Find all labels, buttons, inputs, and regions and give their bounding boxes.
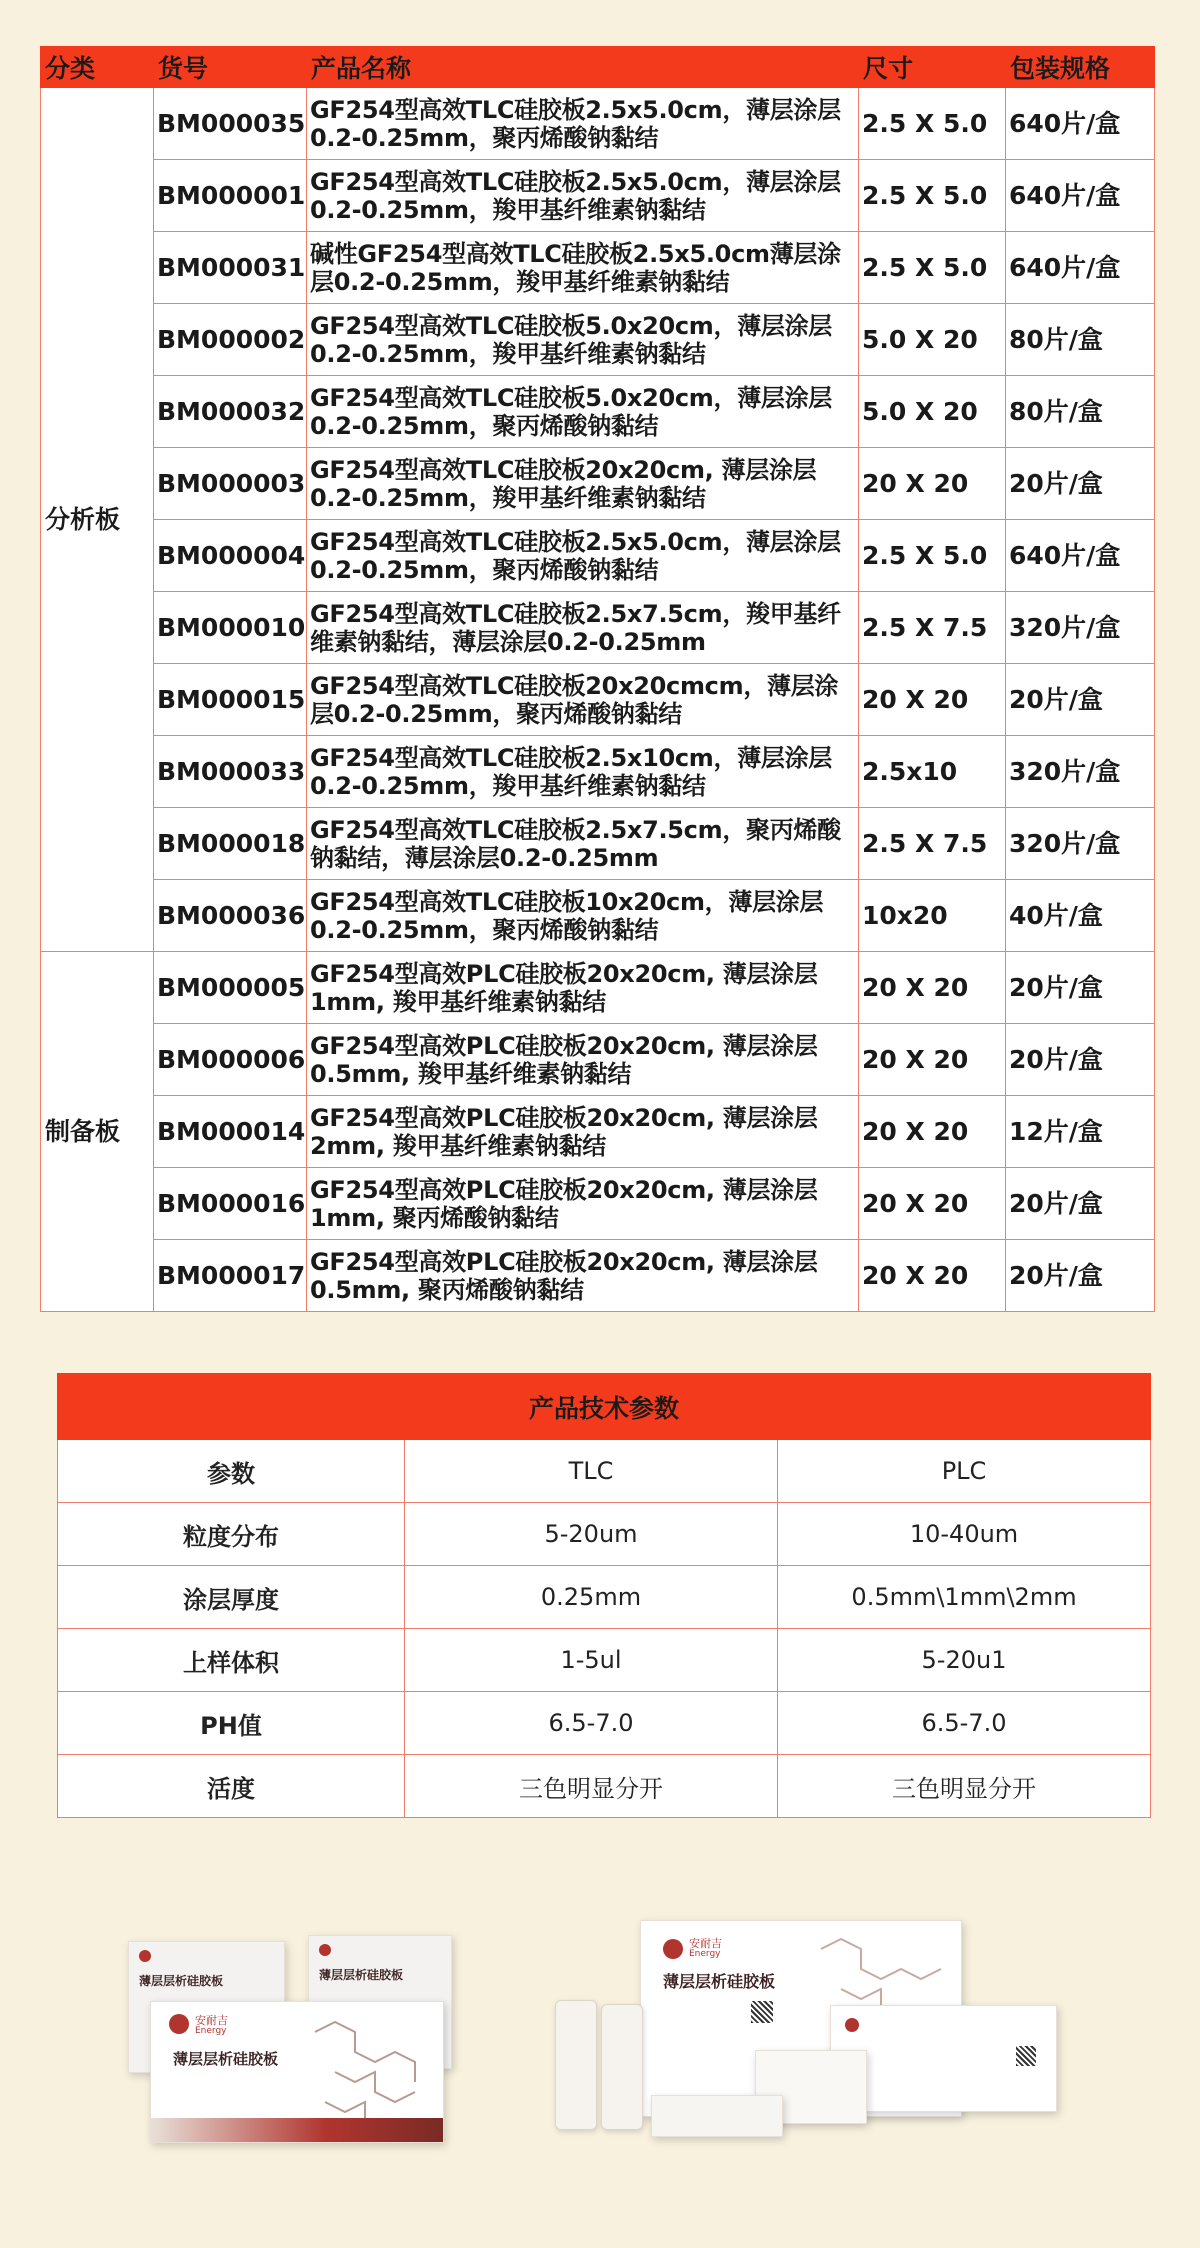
product-size: 20 X 20 — [859, 1168, 1006, 1240]
product-row — [41, 376, 1155, 448]
product-package: 320片/盒 — [1006, 808, 1155, 880]
box-label: 薄层层析硅胶板 — [663, 1972, 776, 1991]
tlc-value: 1-5ul — [405, 1629, 778, 1692]
product-code: BM000016 — [154, 1168, 307, 1240]
product-package: 640片/盒 — [1006, 88, 1155, 160]
category-cell: 分析板 — [41, 88, 154, 952]
product-name: GF254型高效TLC硅胶板2.5x5.0cm，薄层涂层0.2-0.25mm，聚丙烯酸钠黏结 — [307, 88, 859, 160]
product-size: 2.5 X 7.5 — [859, 808, 1006, 880]
product-size: 20 X 20 — [859, 1240, 1006, 1312]
tlc-value: 5-20um — [405, 1503, 778, 1566]
product-row — [41, 232, 1155, 304]
product-code: BM000014 — [154, 1096, 307, 1168]
product-code: BM000031 — [154, 232, 307, 304]
header-size: 尺寸 — [859, 47, 1006, 88]
plc-value: 5-20u1 — [778, 1629, 1151, 1692]
tech-col-plc: PLC — [778, 1440, 1151, 1503]
plc-value: 三色明显分开 — [778, 1755, 1151, 1818]
product-name: GF254型高效PLC硅胶板20x20cm, 薄层涂层1mm, 聚丙烯酸钠黏结 — [307, 1168, 859, 1240]
brand-logo-icon — [845, 2018, 859, 2032]
product-row — [41, 1240, 1155, 1312]
product-package: 20片/盒 — [1006, 1168, 1155, 1240]
param-label: 活度 — [58, 1755, 405, 1818]
product-package: 20片/盒 — [1006, 1024, 1155, 1096]
plc-value: 0.5mm\1mm\2mm — [778, 1566, 1151, 1629]
product-size: 2.5x10 — [859, 736, 1006, 808]
brand-name: 安耐吉 — [195, 2014, 228, 2027]
product-name: GF254型高效TLC硅胶板5.0x20cm，薄层涂层0.2-0.25mm，羧甲基纤维素钠黏结 — [307, 304, 859, 376]
product-package: 320片/盒 — [1006, 592, 1155, 664]
product-code: BM000006 — [154, 1024, 307, 1096]
tech-params-title: 产品技术参数 — [58, 1374, 1151, 1440]
product-table — [40, 46, 1155, 1312]
product-package: 80片/盒 — [1006, 376, 1155, 448]
box-label: 薄层层析硅胶板 — [319, 1968, 404, 1982]
tech-col-param: 参数 — [58, 1440, 405, 1503]
product-code: BM000032 — [154, 376, 307, 448]
product-row — [41, 448, 1155, 520]
tech-param-row — [58, 1692, 1151, 1755]
brand-logo-icon — [663, 1939, 683, 1959]
product-row — [41, 592, 1155, 664]
product-name: GF254型高效TLC硅胶板2.5x7.5cm，聚丙烯酸钠黏结，薄层涂层0.2-0.25mm — [307, 808, 859, 880]
tlc-value: 三色明显分开 — [405, 1755, 778, 1818]
qr-code-icon — [751, 2001, 773, 2023]
product-name: GF254型高效PLC硅胶板20x20cm, 薄层涂层2mm, 羧甲基纤维素钠黏结 — [307, 1096, 859, 1168]
product-code: BM000015 — [154, 664, 307, 736]
product-package: 640片/盒 — [1006, 232, 1155, 304]
product-code: BM000017 — [154, 1240, 307, 1312]
product-size: 20 X 20 — [859, 664, 1006, 736]
product-code: BM000033 — [154, 736, 307, 808]
product-package: 40片/盒 — [1006, 880, 1155, 952]
tech-param-row — [58, 1503, 1151, 1566]
product-row — [41, 1024, 1155, 1096]
product-photo-left — [128, 1935, 450, 2142]
tech-col-tlc: TLC — [405, 1440, 778, 1503]
product-row — [41, 736, 1155, 808]
product-name: GF254型高效PLC硅胶板20x20cm, 薄层涂层1mm, 羧甲基纤维素钠黏结 — [307, 952, 859, 1024]
silica-roll-1 — [555, 2000, 597, 2130]
product-row — [41, 664, 1155, 736]
product-package: 80片/盒 — [1006, 304, 1155, 376]
product-size: 5.0 X 20 — [859, 376, 1006, 448]
plc-value: 10-40um — [778, 1503, 1151, 1566]
tech-param-row — [58, 1629, 1151, 1692]
tlc-value: 6.5-7.0 — [405, 1692, 778, 1755]
product-package: 320片/盒 — [1006, 736, 1155, 808]
brand-latin: Energy — [689, 1949, 721, 1959]
product-row — [41, 520, 1155, 592]
header-package: 包装规格 — [1006, 47, 1155, 88]
product-name: GF254型高效TLC硅胶板2.5x5.0cm，薄层涂层0.2-0.25mm，羧甲基纤维素钠黏结 — [307, 160, 859, 232]
product-code: BM000010 — [154, 592, 307, 664]
product-code: BM000036 — [154, 880, 307, 952]
tech-column-header-row — [58, 1440, 1151, 1503]
brand-accent-band — [151, 2118, 443, 2142]
product-code: BM000001 — [154, 160, 307, 232]
product-name: GF254型高效TLC硅胶板10x20cm，薄层涂层0.2-0.25mm，聚丙烯酸钠黏结 — [307, 880, 859, 952]
product-name: GF254型高效PLC硅胶板20x20cm, 薄层涂层0.5mm, 羧甲基纤维素钠黏结 — [307, 1024, 859, 1096]
product-photo-right — [555, 1920, 1060, 2140]
product-row — [41, 160, 1155, 232]
product-row — [41, 952, 1155, 1024]
product-package: 20片/盒 — [1006, 1240, 1155, 1312]
brand-latin: Energy — [195, 2026, 227, 2036]
param-label: 上样体积 — [58, 1629, 405, 1692]
product-size: 2.5 X 5.0 — [859, 520, 1006, 592]
product-size: 20 X 20 — [859, 448, 1006, 520]
param-label: PH值 — [58, 1692, 405, 1755]
header-category: 分类 — [41, 47, 154, 88]
tech-params-table — [57, 1373, 1151, 1818]
product-row — [41, 1096, 1155, 1168]
brand-logo-icon — [169, 2014, 189, 2034]
product-package: 20片/盒 — [1006, 448, 1155, 520]
product-row — [41, 304, 1155, 376]
product-package: 20片/盒 — [1006, 952, 1155, 1024]
molecule-pattern-graphic — [305, 2012, 435, 2132]
product-table-header — [41, 47, 1155, 88]
category-cell: 制备板 — [41, 952, 154, 1312]
product-code: BM000004 — [154, 520, 307, 592]
product-name: GF254型高效TLC硅胶板5.0x20cm，薄层涂层0.2-0.25mm，聚丙烯酸钠黏结 — [307, 376, 859, 448]
product-row — [41, 880, 1155, 952]
product-code: BM000035 — [154, 88, 307, 160]
tech-param-row — [58, 1566, 1151, 1629]
product-size: 2.5 X 5.0 — [859, 160, 1006, 232]
silica-roll-2 — [601, 2004, 643, 2130]
product-name: 碱性GF254型高效TLC硅胶板2.5x5.0cm薄层涂层0.2-0.25mm，羧甲基纤维素钠黏结 — [307, 232, 859, 304]
product-size: 10x20 — [859, 880, 1006, 952]
product-package: 12片/盒 — [1006, 1096, 1155, 1168]
product-size: 2.5 X 5.0 — [859, 88, 1006, 160]
product-package: 640片/盒 — [1006, 520, 1155, 592]
product-code: BM000005 — [154, 952, 307, 1024]
product-package: 20片/盒 — [1006, 664, 1155, 736]
box-label: 薄层层析硅胶板 — [139, 1974, 224, 1988]
product-size: 5.0 X 20 — [859, 304, 1006, 376]
plc-value: 6.5-7.0 — [778, 1692, 1151, 1755]
box-label: 薄层层析硅胶板 — [173, 2050, 279, 2068]
header-code: 货号 — [154, 47, 307, 88]
tech-params-body — [58, 1440, 1151, 1818]
product-size: 20 X 20 — [859, 1096, 1006, 1168]
product-code: BM000018 — [154, 808, 307, 880]
qr-code-icon — [1016, 2046, 1036, 2066]
product-row — [41, 1168, 1155, 1240]
tech-param-row — [58, 1755, 1151, 1818]
brand-name: 安耐吉 — [689, 1937, 722, 1950]
product-size: 2.5 X 5.0 — [859, 232, 1006, 304]
product-name: GF254型高效TLC硅胶板20x20cmcm，薄层涂层0.2-0.25mm，聚丙烯酸钠黏结 — [307, 664, 859, 736]
param-label: 粒度分布 — [58, 1503, 405, 1566]
product-name: GF254型高效PLC硅胶板20x20cm, 薄层涂层0.5mm, 聚丙烯酸钠黏结 — [307, 1240, 859, 1312]
product-name: GF254型高效TLC硅胶板20x20cm, 薄层涂层0.2-0.25mm，羧甲基纤维素钠黏结 — [307, 448, 859, 520]
product-row — [41, 88, 1155, 160]
brand-logo-icon — [319, 1944, 331, 1956]
product-size: 20 X 20 — [859, 952, 1006, 1024]
product-code: BM000002 — [154, 304, 307, 376]
tlc-value: 0.25mm — [405, 1566, 778, 1629]
header-product-name: 产品名称 — [307, 47, 859, 88]
product-name: GF254型高效TLC硅胶板2.5x10cm，薄层涂层0.2-0.25mm，羧甲基纤维素钠黏结 — [307, 736, 859, 808]
product-package: 640片/盒 — [1006, 160, 1155, 232]
product-row — [41, 808, 1155, 880]
product-name: GF254型高效TLC硅胶板2.5x5.0cm，薄层涂层0.2-0.25mm，聚丙烯酸钠黏结 — [307, 520, 859, 592]
product-size: 20 X 20 — [859, 1024, 1006, 1096]
product-size: 2.5 X 7.5 — [859, 592, 1006, 664]
product-code: BM000003 — [154, 448, 307, 520]
param-label: 涂层厚度 — [58, 1566, 405, 1629]
brand-logo-icon — [139, 1950, 151, 1962]
product-name: GF254型高效TLC硅胶板2.5x7.5cm，羧甲基纤维素钠黏结，薄层涂层0.2-0.25mm — [307, 592, 859, 664]
product-table-body — [41, 88, 1155, 1312]
